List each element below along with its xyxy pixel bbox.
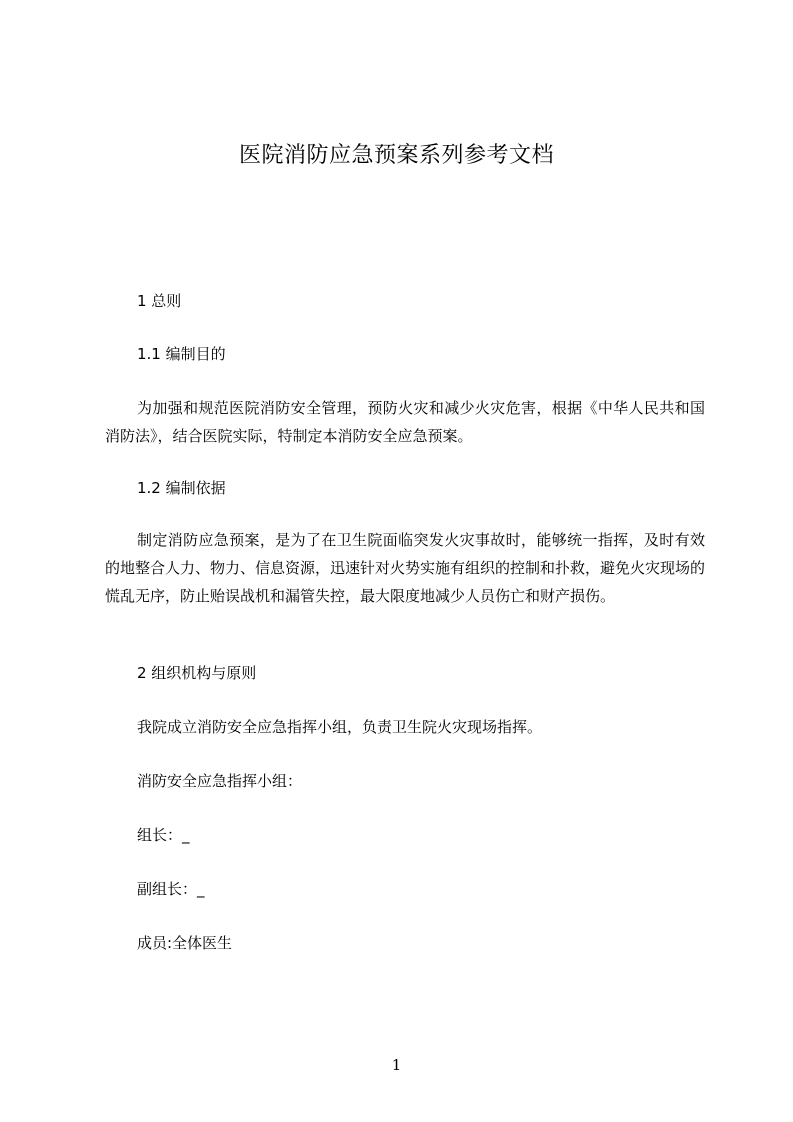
section-1-1-heading: 1.1 编制目的 xyxy=(137,345,226,363)
section-2-heading: 2 组织机构与原则 xyxy=(137,664,257,682)
deputy-leader-line: 副组长：_ xyxy=(137,880,205,898)
section-1-heading: 1 总则 xyxy=(137,292,182,310)
command-group-title: 消防安全应急指挥小组： xyxy=(137,772,303,790)
section-2-paragraph: 我院成立消防安全应急指挥小组，负责卫生院火灾现场指挥。 xyxy=(137,718,543,736)
page-title: 医院消防应急预案系列参考文档 xyxy=(238,143,554,168)
page-number: 1 xyxy=(391,1056,402,1074)
section-1-1-paragraph: 为加强和规范医院消防安全管理，预防火灾和减少火灾危害，根据《中华人民共和国消防法》，结合医院实际，特制定本消防安全应急预案。 xyxy=(105,399,705,445)
section-1-2-paragraph: 制定消防应急预案，是为了在卫生院面临突发火灾事故时，能够统一指挥，及时有效的地整合人力、物力、信息资源，迅速针对火势实施有组织的控制和扑救，避免火灾现场的慌乱无序，防止贻误战机和漏管失控，最大限度地减少人员伤亡和财产损伤。 xyxy=(105,531,706,605)
members-line: 成员:全体医生 xyxy=(137,934,233,952)
section-1-2-heading: 1.2 编制依据 xyxy=(137,479,226,497)
group-leader-line: 组长：_ xyxy=(137,826,190,844)
